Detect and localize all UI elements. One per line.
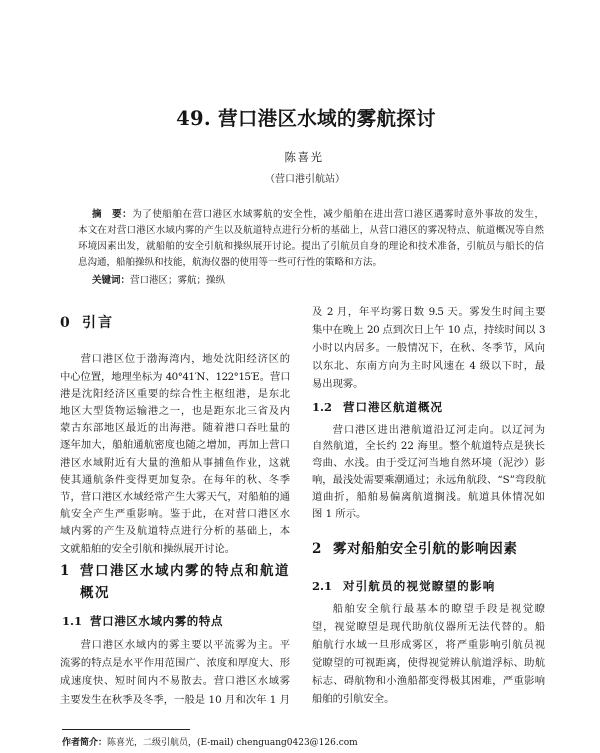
text-line: 觉瞭望的可视距离，使得视觉辨认航道浮标、助航 xyxy=(312,657,545,669)
text-line: 及 2 月，年平均雾日数 9.5 天。雾发生时间主要 xyxy=(312,306,545,318)
text-line: 使其通航条件变得更加复杂。在每年的秋、冬季 xyxy=(60,473,290,486)
text-line: 逐年加大，船舶通航密度也随之增加，再加上营口 xyxy=(60,439,290,452)
text-line: 望，视觉瞭望是现代助航仪器所无法代替的。船 xyxy=(312,621,545,633)
subsection-title: 营口港区水域内雾的特点 xyxy=(90,614,224,628)
paragraph-channel-overview xyxy=(312,422,545,523)
abstract-line: 本文在对营口港区水域内雾的产生以及航道特点进行分析的基础上，从营口港区的雾况特点、航道概况等自然 xyxy=(78,225,544,236)
paragraph-introduction xyxy=(60,351,290,557)
subsection-number: 2.1 xyxy=(312,579,333,593)
text-line: 船舶的引航安全。 xyxy=(312,693,395,705)
section-number: 2 xyxy=(312,541,322,557)
text-line: 中心位置，地理坐标为 40°41′N、122°15′E。营口 xyxy=(60,370,290,383)
section-heading-0 xyxy=(60,314,114,332)
text-line: 港区水域附近有大量的渔船从事捕鱼作业，这就 xyxy=(60,456,290,469)
author-name: 陈喜光 xyxy=(284,150,324,164)
subsection-heading-2-1 xyxy=(312,578,495,594)
author-footnote xyxy=(62,737,358,749)
text-line: 标志、碍航物和小渔船都变得极其困难，严重影响 xyxy=(312,675,545,687)
subsection-heading-1-1 xyxy=(62,613,223,629)
text-line: 营口港区位于渤海湾内，地处沈阳经济区的 xyxy=(80,353,290,366)
text-line: 集中在晚上 20 点到次日上午 10 点，持续时间以 3 xyxy=(312,324,545,336)
section-title: 营口港区水域内雾的特点和航道 xyxy=(80,563,290,579)
keywords-label: 关键词： xyxy=(92,275,131,286)
abstract-text: 为了使船舶在营口港区水域雾航的安全性，减少船舶在进出营口港区遇雾时意外事故的发生， xyxy=(132,209,544,220)
text-line: 航安全产生严重影响。鉴于此，在对营口港区水 xyxy=(60,508,290,521)
footnote-label: 作者简介： xyxy=(62,738,108,748)
author-affiliation: （营口港引航站） xyxy=(265,174,345,185)
text-line: 以东北、东南方向为主时风速在 4 级以下时，最 xyxy=(312,360,545,372)
paragraph-visual-lookout xyxy=(312,600,545,708)
abstract-line xyxy=(78,207,544,223)
paragraph-fog-characteristics-continued xyxy=(312,303,545,393)
text-line: 域内雾的产生及航道特点进行分析的基础上，本 xyxy=(60,525,290,538)
keywords xyxy=(92,273,225,289)
section-heading-line xyxy=(60,560,290,582)
section-number: 1 xyxy=(60,563,70,579)
text-line: 自然航道，全长约 22 海里。整个航道特点是狭长 xyxy=(312,440,545,453)
text-line: 图 1 所示。 xyxy=(312,507,367,520)
text-line: 文就船舶的安全引航和操纵展开讨论。 xyxy=(60,542,236,555)
text-line: 主要发生在秋季及冬季，一般是 10 月和次年 1 月 xyxy=(60,693,290,706)
section-title: 雾对船舶安全引航的影响因素 xyxy=(333,541,518,557)
abstract xyxy=(78,207,544,271)
text-line: 船舶安全航行最基本的瞭望手段是视觉瞭 xyxy=(332,603,545,615)
text-line: 成速度快、短时间内不易散去。营口港区水域雾 xyxy=(60,675,290,688)
subsection-title: 营口港区航道概况 xyxy=(343,400,443,414)
footnote-divider xyxy=(62,729,190,730)
text-line: 营口港区进出港航道沿辽河走向。以辽河为 xyxy=(332,423,545,436)
keywords-text: 营口港区；雾航；操纵 xyxy=(130,275,226,286)
footnote-text: 陈喜光，二级引航员，(E-mail) chenguang0423@126.com xyxy=(107,738,358,748)
section-heading-1 xyxy=(60,560,290,604)
subsection-title: 对引航员的视觉瞭望的影响 xyxy=(343,579,496,593)
paper-title: 49. 营口港区水域的雾航探讨 xyxy=(176,107,436,130)
paragraph-fog-characteristics xyxy=(60,636,290,709)
section-title-continuation: 概况 xyxy=(80,585,110,601)
text-line: 蒙古东部地区最近的出海港。随着港口吞吐量的 xyxy=(60,422,290,435)
text-line: 道曲折，船舶易偏离航道搁浅。航道具体情况如 xyxy=(312,490,545,503)
text-line: 舶航行水域一旦形成雾区，将严重影响引航员视 xyxy=(312,639,545,651)
section-number: 0 xyxy=(60,315,70,331)
text-line: 响，最浅处需要乘潮通过；永远角航段、“S”弯段航 xyxy=(312,473,546,486)
text-line: 港是沈阳经济区重要的综合性主枢纽港，是东北 xyxy=(60,387,290,400)
section-title: 引言 xyxy=(82,315,114,331)
text-line: 易出现雾。 xyxy=(312,378,364,390)
abstract-label: 摘 要： xyxy=(92,209,133,220)
text-line: 小时以内居多。一般情况下，在秋、冬季节，风向 xyxy=(312,342,545,354)
text-line: 流雾的特点是水平作用范围广、浓度和厚度大、形 xyxy=(60,657,290,670)
abstract-line: 环境因素出发，就船舶的安全引航和操纵展开讨论。提出了引航员自身的理论和技术准备，引航员与船长的信 xyxy=(78,241,544,252)
subsection-heading-1-2 xyxy=(312,399,443,415)
subsection-number: 1.2 xyxy=(312,400,333,414)
abstract-line: 息沟通，船舶操纵和技能，航海仪器的使用等一些可行性的策略和方法。 xyxy=(78,257,383,268)
text-line: 地区大型货物运输港之一，也是距东北三省及内 xyxy=(60,405,290,417)
text-line: 营口港区水域内的雾主要以平流雾为主。平 xyxy=(80,638,290,651)
section-heading-2 xyxy=(312,540,518,558)
text-line: 节，营口港区水域经常产生大雾天气，对船舶的通 xyxy=(60,491,290,504)
subsection-number: 1.1 xyxy=(62,614,83,628)
text-line: 弯曲、水浅。由于受辽河当地自然环境（泥沙）影 xyxy=(312,457,545,470)
